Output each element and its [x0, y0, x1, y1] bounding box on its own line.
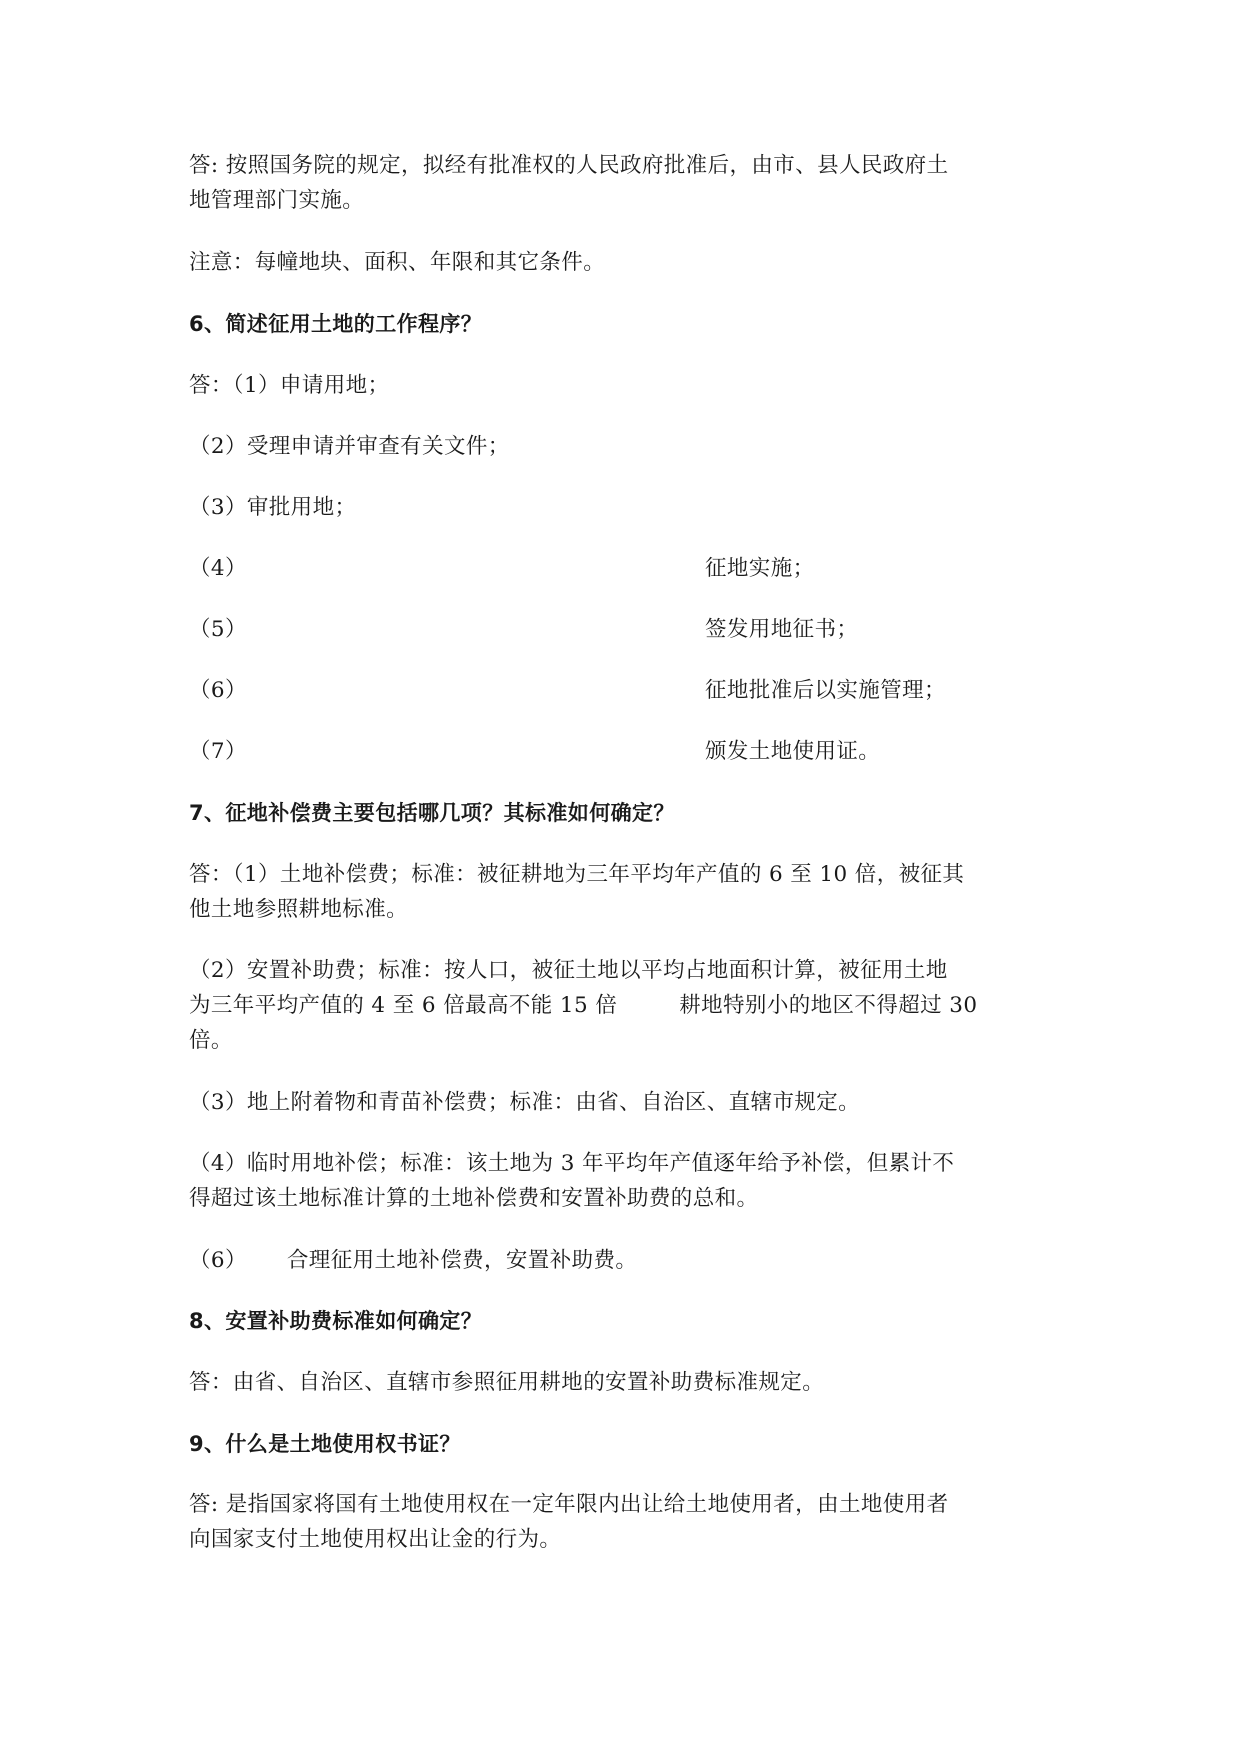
- text-line: 答: 是指国家将国有土地使用权在一定年限内出让给土地使用者，由土地使用者: [189, 1492, 949, 1517]
- text-line: 答：（1）土地补偿费；标准：被征耕地为三年平均年产值的 6 至 10 倍，被征其: [189, 862, 965, 887]
- step-text: 颁发土地使用证。: [705, 739, 881, 764]
- answer-paragraph: [189, 148, 1059, 218]
- list-item: [189, 953, 1059, 1058]
- text-line-with-tail: [189, 988, 1059, 1023]
- step-text: 合理征用土地补偿费，安置补助费。: [286, 1248, 638, 1273]
- question-heading: 7、征地补偿费主要包括哪几项？其标准如何确定？: [189, 801, 675, 825]
- step-number: （6）: [189, 678, 247, 703]
- step-row: [189, 673, 1059, 708]
- step-text: 征地批准后以实施管理；: [705, 678, 946, 703]
- list-item: [189, 1146, 1059, 1216]
- list-item: [189, 429, 1059, 464]
- question-heading: 6、简述征用土地的工作程序？: [189, 312, 483, 336]
- list-item: [189, 1085, 1059, 1120]
- step-row: [189, 734, 1059, 769]
- answer-paragraph: [189, 1487, 1059, 1557]
- step-text: 签发用地征书；: [705, 617, 859, 642]
- text-line: 向国家支付土地使用权出让金的行为。: [189, 1527, 562, 1552]
- text-line: 地管理部门实施。: [189, 188, 365, 213]
- note-paragraph: [189, 245, 1059, 280]
- text-segment: 耕地特别小的地区不得超过 30: [679, 993, 978, 1018]
- text-line: （2）受理申请并审查有关文件；: [189, 434, 510, 459]
- answer-paragraph: [189, 857, 1059, 927]
- text-line: （3）审批用地；: [189, 495, 357, 520]
- step-row: [189, 551, 1059, 586]
- step-number: （4）: [189, 556, 247, 581]
- question-heading: 9、什么是土地使用权书证？: [189, 1432, 461, 1456]
- text-line: 倍。: [189, 1028, 233, 1053]
- answer-paragraph: [189, 1365, 1059, 1400]
- text-line: （2）安置补助费；标准：按人口，被征土地以平均占地面积计算，被征用土地: [189, 958, 948, 983]
- text-line: 答：（1）申请用地；: [189, 373, 390, 398]
- step-number: （7）: [189, 739, 247, 764]
- answer-paragraph: [189, 368, 1059, 403]
- text-line: 注意：每幢地块、面积、年限和其它条件。: [189, 250, 606, 275]
- step-number: （5）: [189, 617, 247, 642]
- question-heading: 8、安置补助费标准如何确定？: [189, 1309, 483, 1333]
- text-line: 他土地参照耕地标准。: [189, 897, 409, 922]
- text-line: （3）地上附着物和青苗补偿费；标准：由省、自治区、直辖市规定。: [189, 1090, 861, 1115]
- text-line: 答: 按照国务院的规定，拟经有批准权的人民政府批准后，由市、县人民政府土: [189, 153, 949, 178]
- text-line: （4）临时用地补偿；标准：该土地为 3 年平均年产值逐年给予补偿，但累计不: [189, 1151, 955, 1176]
- text-line: 答：由省、自治区、直辖市参照征用耕地的安置补助费标准规定。: [189, 1370, 825, 1395]
- list-item: [189, 490, 1059, 525]
- step-text: 征地实施；: [705, 556, 815, 581]
- text-line: 得超过该土地标准计算的土地补偿费和安置补助费的总和。: [189, 1186, 759, 1211]
- step-row: [189, 612, 1059, 647]
- list-item: [189, 1243, 1059, 1278]
- text-segment: 为三年平均产值的 4 至 6 倍最高不能 15 倍: [189, 993, 618, 1018]
- step-number: （6）: [189, 1248, 247, 1273]
